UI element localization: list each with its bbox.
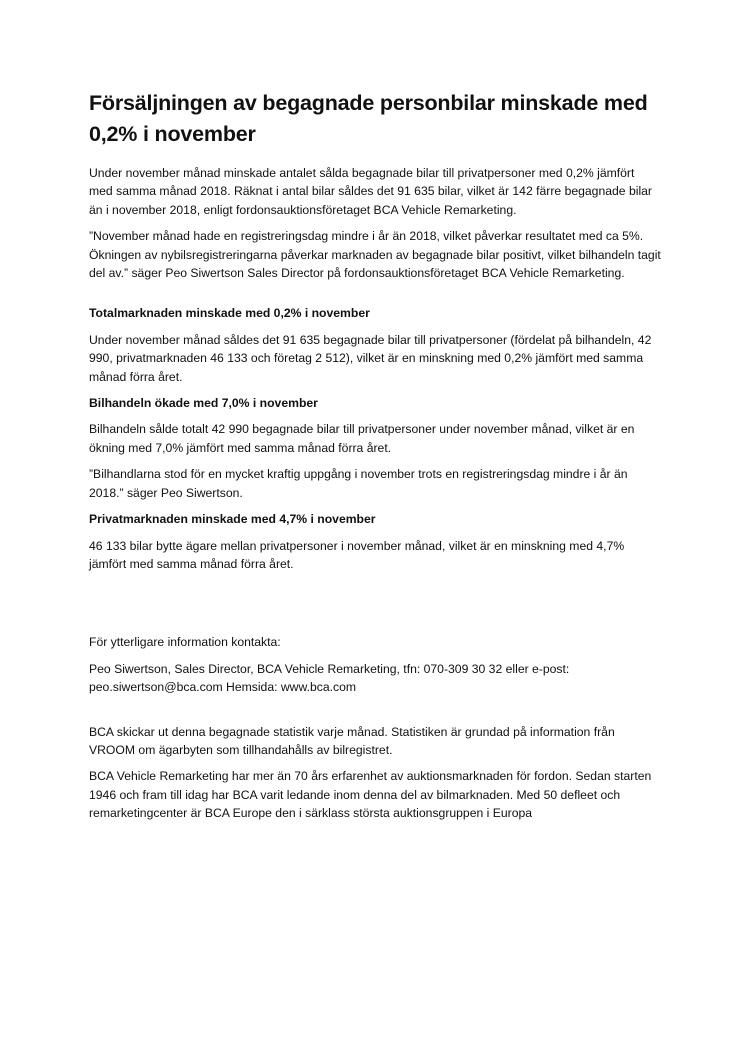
- document-page: [89, 88, 661, 831]
- section-private-market: [89, 510, 661, 573]
- intro-quote: ”November månad hade en registreringsdag mindre i år än 2018, vilket påverkar resultatet med ca 5%. Ökningen av nybilsregistreringarna påverkar marknaden av begagnade bilar positivt, vilket bilhandeln tagit del av.” säger Peo Siwertson Sales Director på fordonsauktionsföretaget BCA Vehicle Remarketing.: [89, 229, 661, 281]
- contact-details: Peo Siwertson, Sales Director, BCA Vehicle Remarketing, tfn: 070-309 30 32 eller e-post: peo.siwertson@bca.com Hemsida: www.bca.com: [89, 661, 570, 695]
- contact-label: För ytterligare information kontakta:: [89, 635, 281, 650]
- section-paragraph: 46 133 bilar bytte ägare mellan privatpersoner i november månad, vilket är en minskning med 4,7% jämfört med samma månad förra året.: [89, 538, 625, 571]
- section-heading: Privatmarknaden minskade med 4,7% i november: [89, 512, 376, 527]
- about-statistics: BCA skickar ut denna begagnade statistik varje månad. Statistiken är grundad på information från VROOM om ägarbyten som tillhandahålls av bilregistret.: [89, 724, 615, 757]
- section-paragraph: Under november månad såldes det 91 635 begagnade bilar till privatpersoner (fördelat på bilhandeln, 42 990, privatmarknaden 46 133 och företag 2 512), vilket är en minskning med 0,2% jämfört med samma månad förra året.: [89, 332, 652, 384]
- contact-block: [89, 633, 661, 696]
- section-total-market: [89, 304, 661, 386]
- intro-paragraph: Under november månad minskade antalet sålda begagnade bilar till privatpersoner med 0,2% jämfört med samma månad 2018. Räknat i antal bilar såldes det 91 635 bilar, vilket är 142 färre begagnade bilar än i november 2018, enligt fordonsauktionsföretaget BCA Vehicle Remarketing.: [89, 166, 652, 217]
- section-heading: Totalmarknaden minskade med 0,2% i november: [89, 306, 370, 321]
- section-paragraph: Bilhandeln sålde totalt 42 990 begagnade bilar till privatpersoner under november månad, vilket är en ökning med 7,0% jämfört med samma månad förra året.: [89, 422, 635, 455]
- about-company: BCA Vehicle Remarketing har mer än 70 års erfarenhet av auktionsmarknaden för fordon. Sedan starten 1946 och fram till idag har BCA varit ledande inom denna del av bilmarknaden. Med 50 defleet och remarketingcenter är BCA Europe den i särklass största auktionsgruppen i Europa: [89, 769, 652, 821]
- section-heading: Bilhandeln ökade med 7,0% i november: [89, 396, 318, 411]
- about-block: [89, 723, 661, 823]
- page-title: Försäljningen av begagnade personbilar minskade med 0,2% i november: [89, 91, 648, 146]
- section-quote: ”Bilhandlarna stod för en mycket kraftig uppgång i november trots en registreringsdag mindre i år än 2018.” säger Peo Siwertson.: [89, 467, 628, 500]
- section-dealers: [89, 394, 661, 502]
